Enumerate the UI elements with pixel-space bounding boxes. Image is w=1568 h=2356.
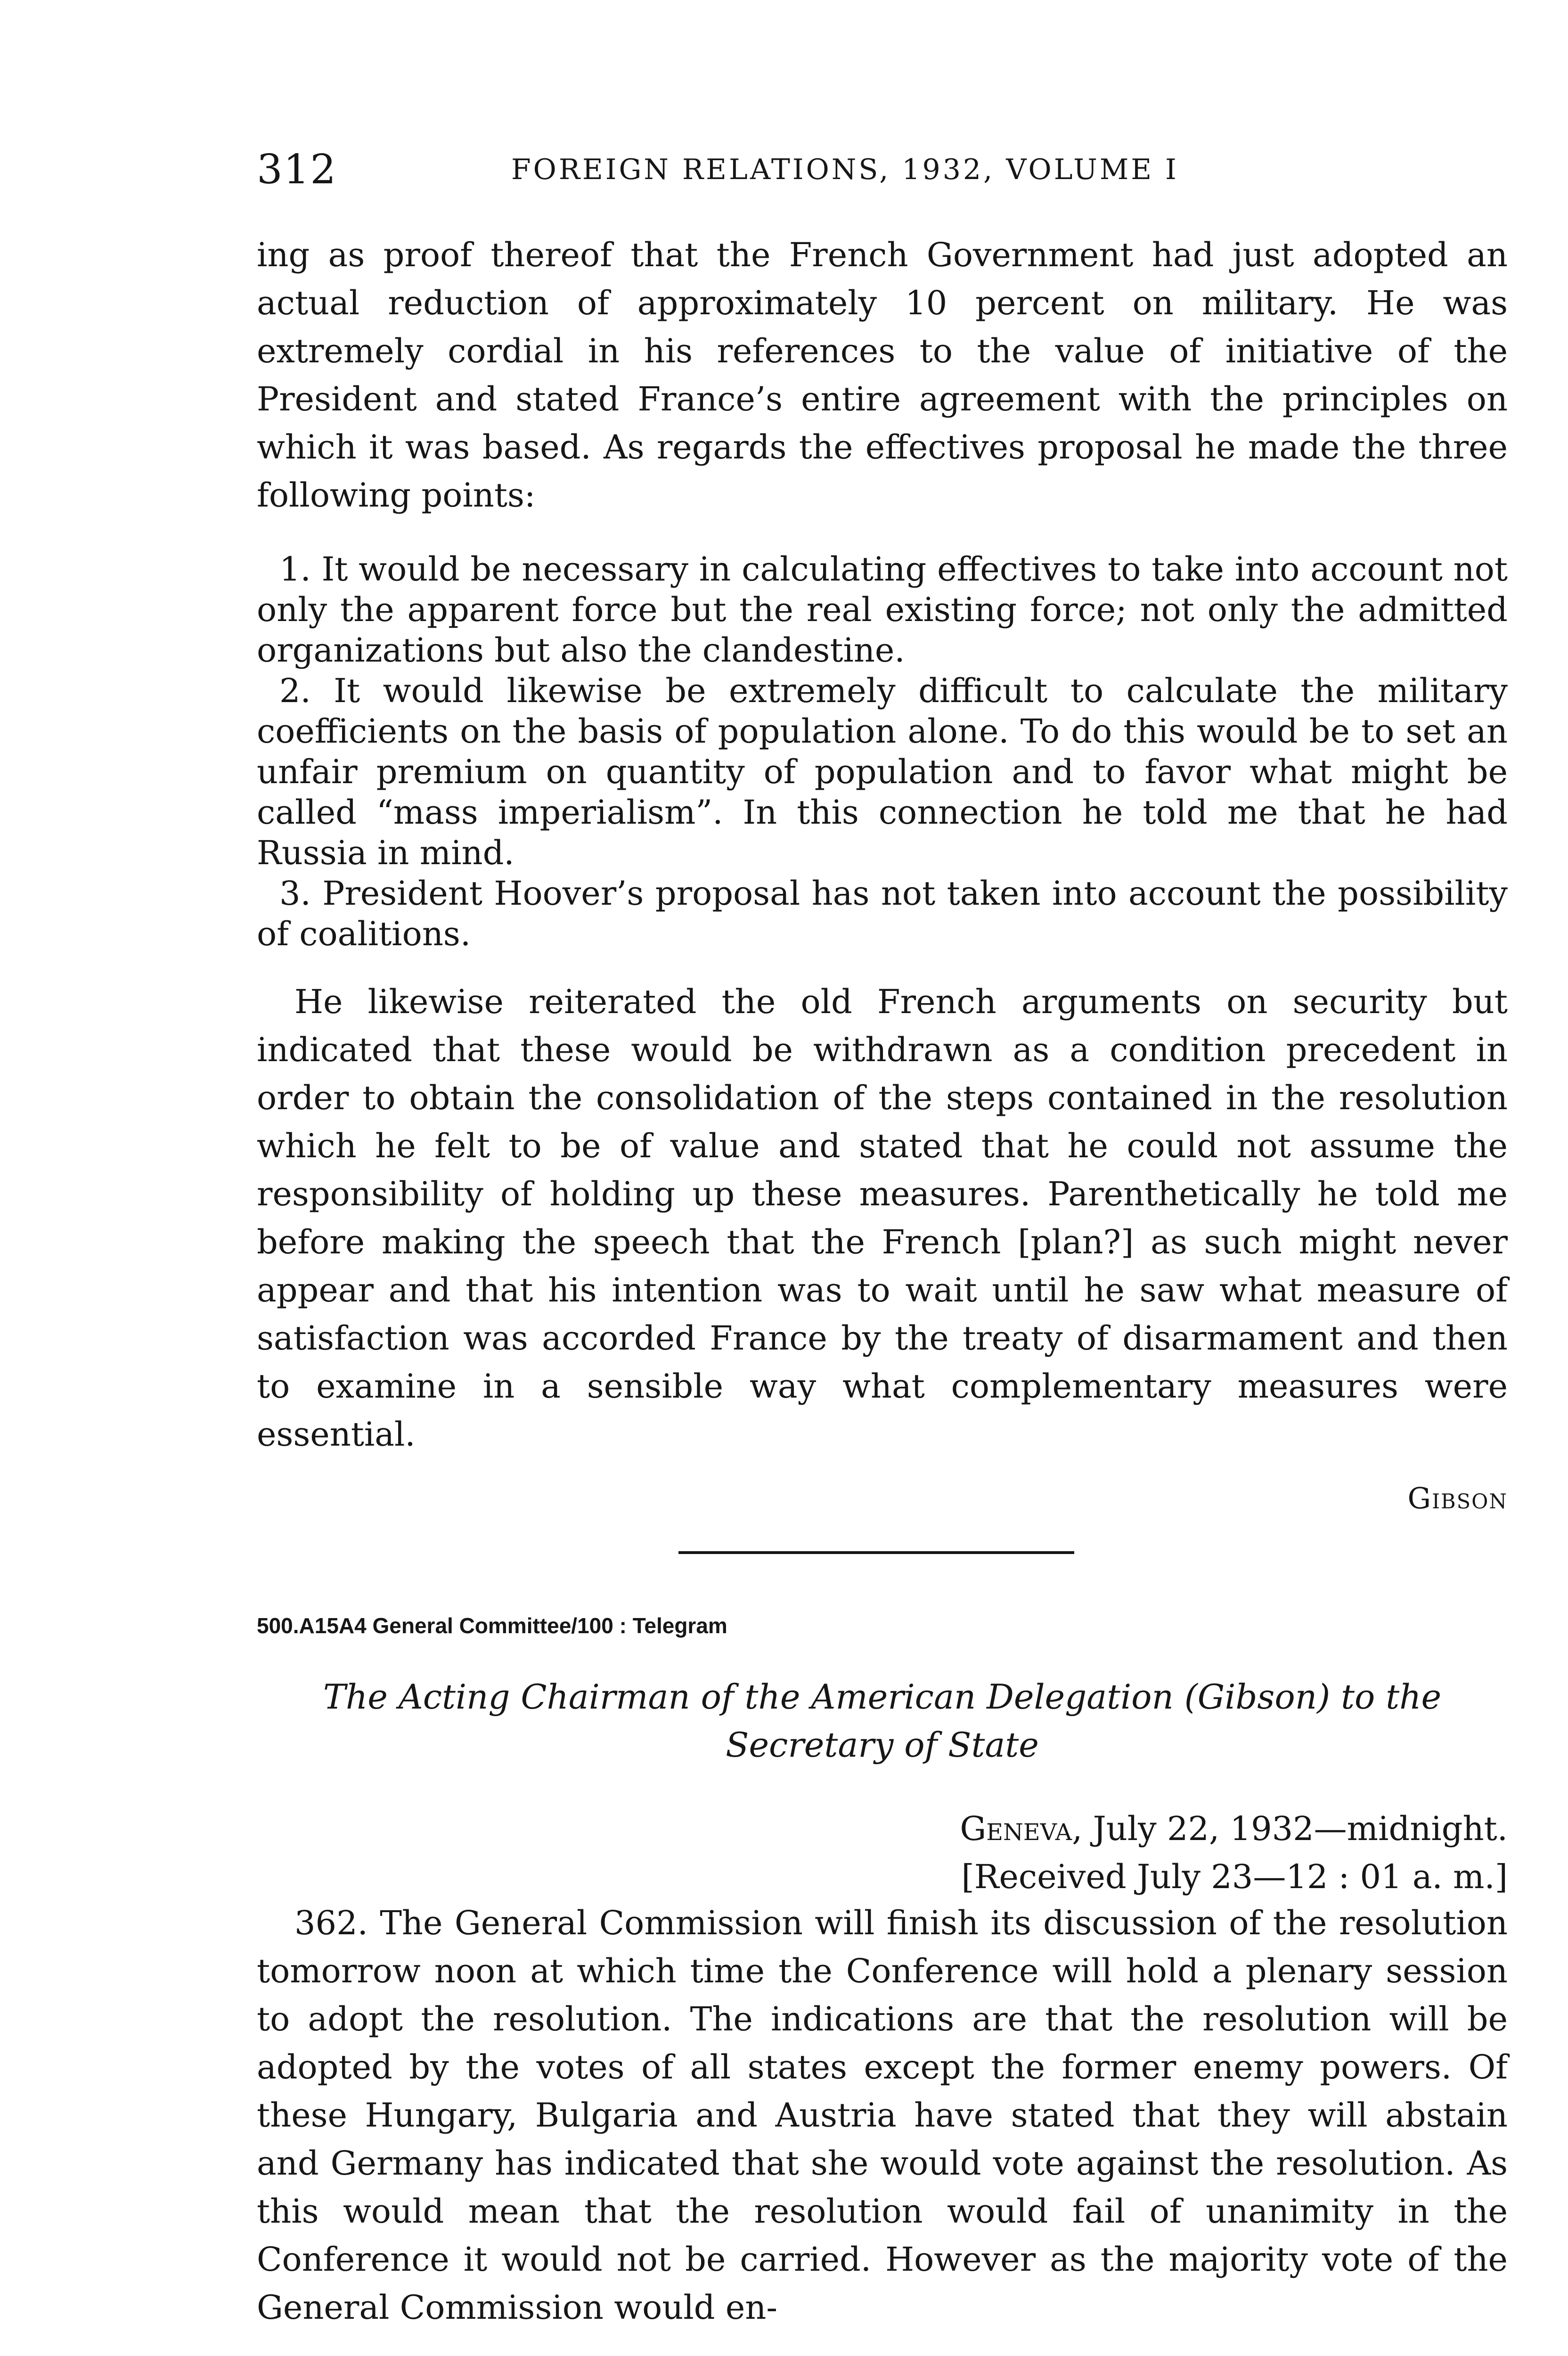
dateline-received: [Received July 23—12 : 01 a. m.]	[961, 1857, 1508, 1896]
telegram-paragraph	[257, 1899, 1508, 2331]
points-list	[257, 549, 1508, 954]
section-divider	[678, 1551, 1074, 1554]
heading-line: Secretary of State	[726, 1725, 1039, 1765]
page-number: 312	[257, 146, 337, 193]
running-title: FOREIGN RELATIONS, 1932, VOLUME I	[511, 153, 1179, 186]
point-item: 3. President Hoover’s proposal has not taken into account the possibility of coalitions.	[257, 874, 1508, 953]
followup-paragraph	[257, 978, 1508, 1458]
point-item: 2. It would likewise be extremely difficult to calculate the military coefficients on the basis of population alone. To do this would be to set an unfair premium on quantity of population and to favor what might be called “mass imperialism”. In this connection he told me that he had Russia in mind.	[257, 671, 1508, 872]
dateline-sent	[960, 1805, 1508, 1853]
continuation-paragraph	[257, 231, 1508, 519]
file-reference: 500.A15A4 General Committee/100 : Telegram	[257, 1613, 727, 1638]
running-header	[257, 141, 1508, 198]
continuation-text: ing as proof thereof that the French Government had just adopted an actual reduction of approximately 10 percent on military. He was extremely cordial in his references to the value of initiative of the President and stated France’s entire agreement with the principles on which it was based. As regards the effectives proposal he made the three following points:	[257, 236, 1508, 515]
followup-text: He likewise reiterated the old French arguments on security but indicated that these would be withdrawn as a condition precedent in order to obtain the consolidation of the steps contained in the resolution which he felt to be of value and stated that he could not assume the responsibility of holding up these measures. Parenthetically he told me before making the speech that the French [plan?] as such might never appear and that his intention was to wait until he saw what measure of satisfaction was accorded France by the treaty of disarmament and then to examine in a sensible way what complementary measures were essential.	[257, 982, 1508, 1454]
dateline-date: , July 22, 1932—midnight.	[1072, 1809, 1508, 1848]
signature: Gibson	[1407, 1481, 1508, 1515]
telegram-text: 362. The General Commission will finish its discussion of the resolution tomorrow noon at which time the Conference will hold a plenary session to adopt the resolution. The indications are that the resolution will be adopted by the votes of all states except the former enemy powers. Of these Hungary, Bulgaria and Austria have stated that they will abstain and Germany has indicated that she would vote against the resolution. As this would mean that the resolution would fail of unanimity in the Conference it would not be carried. However as the majority vote of the General Commission would en-	[257, 1904, 1508, 2327]
heading-line: The Acting Chairman of the American Delegation (Gibson) to the	[323, 1677, 1442, 1717]
dateline	[960, 1805, 1508, 1901]
point-item: 1. It would be necessary in calculating effectives to take into account not only the apparent force but the real existing force; not only the admitted organizations but also the clandestine.	[257, 550, 1508, 670]
dateline-place: Geneva	[960, 1809, 1072, 1848]
document-heading	[257, 1673, 1508, 1769]
